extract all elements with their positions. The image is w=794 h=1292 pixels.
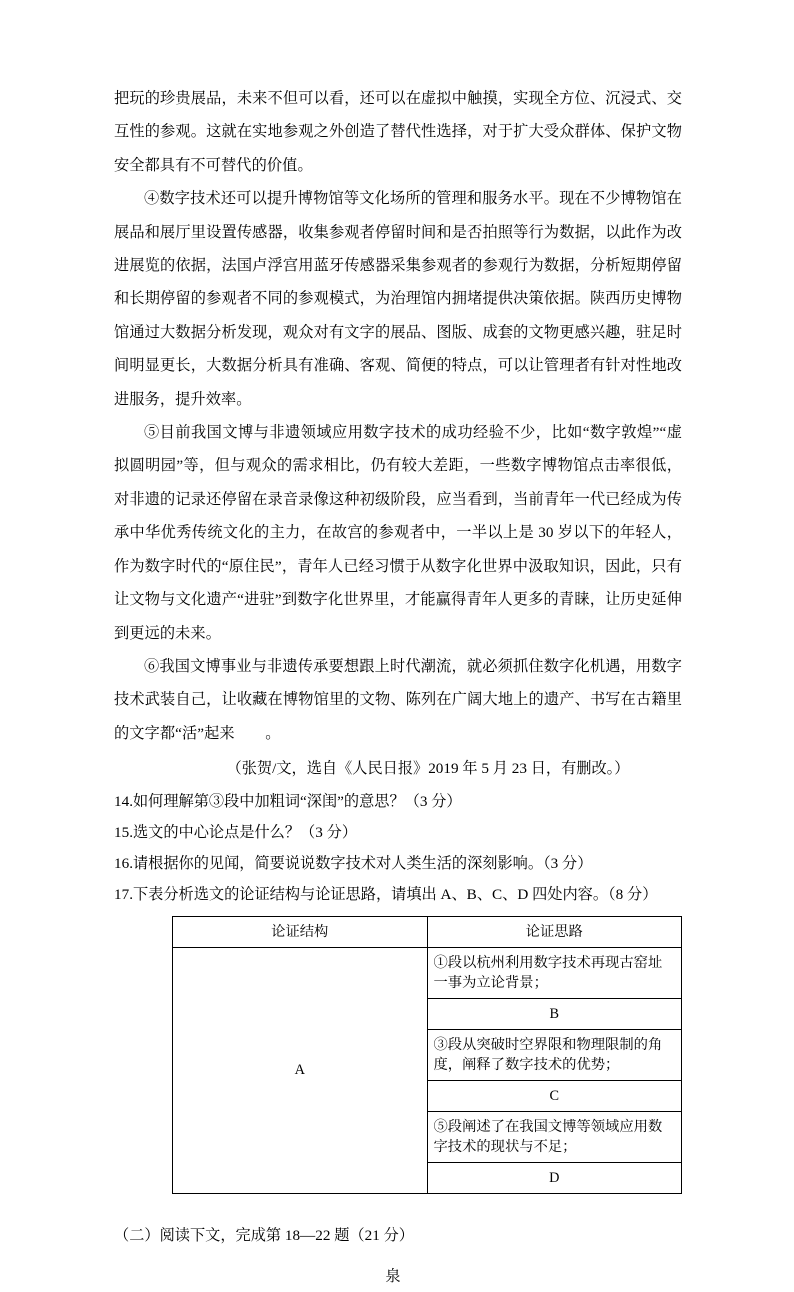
table-header-structure: 论证结构 — [173, 916, 428, 947]
table-cell-row5: ⑤段阐述了在我国文博等领域应用数字技术的现状与不足； — [427, 1111, 682, 1162]
question-14: 14.如何理解第③段中加粗词“深闺”的意思？（3 分） — [114, 792, 462, 810]
table-cell-row1: ①段以杭州利用数字技术再现古窑址一事为立论背景； — [427, 947, 682, 998]
paragraph-4: ④数字技术还可以提升博物馆等文化场所的管理和服务水平。现在不少博物馆在展品和展厅里设置传感器，收集参观者停留时间和是否拍照等行为数据，以此作为改进展览的依据，法国卢浮宫用蓝牙传感器采集参观者的参观行为数据，分析短期停留和长期停留的参观者不同的参观模式，为治理馆内拥堵提供决策依据。陕西历史博物馆通过大数据分析发现，观众对有文字的展品、图版、成套的文物更感兴趣，驻足时间明显更长，大数据分析具有准确、客观、简便的特点，可以让管理者有针对性地改进服务，提升效率。 — [114, 190, 682, 408]
table-cell-row6: D — [427, 1162, 682, 1193]
poem-title: 泉 — [385, 1267, 401, 1285]
table-cell-row4: C — [427, 1080, 682, 1111]
table-header-path: 论证思路 — [427, 916, 682, 947]
paragraph-6: ⑥我国文博事业与非遗传承要想跟上时代潮流，就必须抓住数字化机遇，用数字技术武装自己，让收藏在博物馆里的文物、陈列在广阔大地上的遗产、书写在古籍里的文字都“活”起来 。 — [114, 657, 682, 742]
paragraph-5: ⑤目前我国文博与非遗领域应用数字技术的成功经验不少，比如“数字敦煌”“虚拟圆明园”等，但与观众的需求相比，仍有较大差距，一些数字博物馆点击率很低，对非遗的记录还停留在录音录像这种初级阶段，应当看到，当前青年一代已经成为传承中华优秀传统文化的主力，在故宫的参观者中，一半以上是 30 岁以下的年轻人，作为数字时代的“原住民”，青年人已经习惯于从数字化世界中汲取知识，因此，只有让文物与文化遗产“进驻”到数字化世界里，才能赢得青年人更多的青睐，让历史延伸到更远的未来。 — [114, 424, 682, 642]
table-cell-structure-a: A — [173, 947, 428, 1193]
table-header-row — [173, 916, 682, 947]
table-row — [173, 947, 682, 998]
analysis-table — [172, 916, 682, 1194]
table-cell-row2: B — [427, 998, 682, 1029]
question-16: 16.请根据你的见闻，简要说说数字技术对人类生活的深刻影响。（3 分） — [114, 854, 593, 872]
next-section-block — [114, 1220, 682, 1292]
paragraph-continuation: 把玩的珍贵展品，未来不但可以看，还可以在虚拟中触摸，实现全方位、沉浸式、交互性的参观。这就在实地参观之外创造了替代性选择，对于扩大受众群体、保护文物安全都具有不可替代的价值。 — [114, 90, 682, 174]
question-15: 15.选文的中心论点是什么？（3 分） — [114, 823, 357, 841]
question-17: 17.下表分析选文的论证结构与论证思路，请填出 A、B、C、D 四处内容。（8 分） — [114, 885, 658, 903]
source-attribution: （张贺/文，选自《人民日报》2019 年 5 月 23 日，有删改。） — [226, 760, 630, 778]
table-cell-row3: ③段从突破时空界限和物理限制的角度，阐释了数字技术的优势； — [427, 1029, 682, 1080]
next-section-heading: （二）阅读下文，完成第 18—22 题（21 分） — [114, 1226, 414, 1244]
